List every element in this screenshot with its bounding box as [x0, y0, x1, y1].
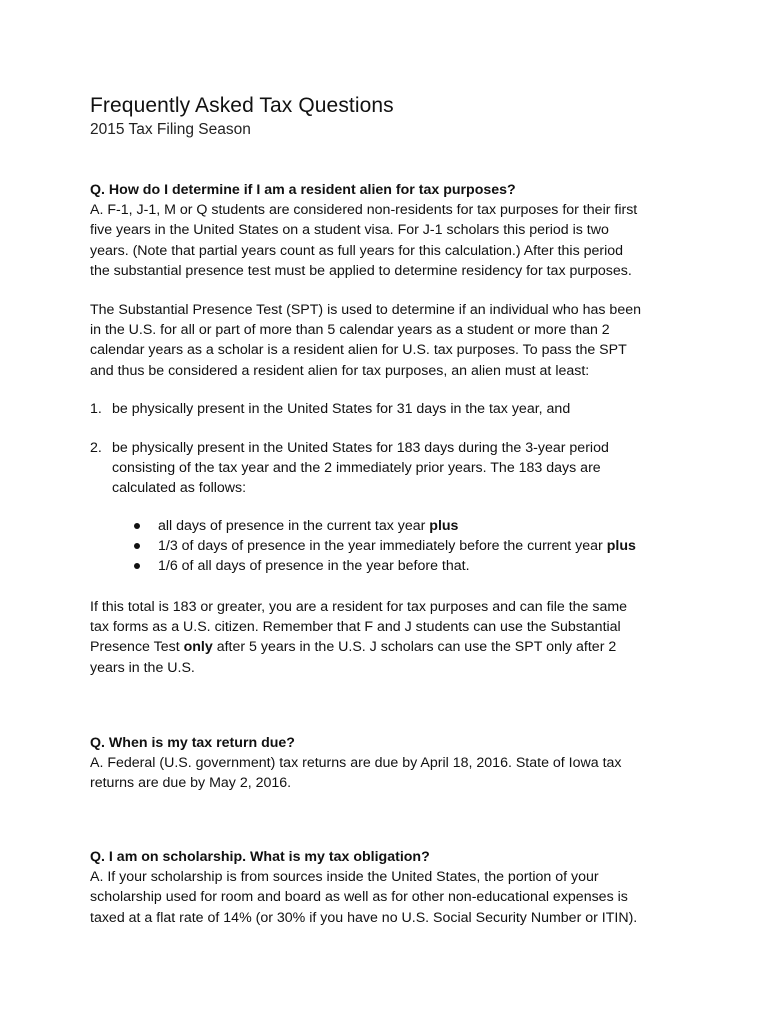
answer-line: A. If your scholarship is from sources inside the United States, the portion of your [90, 869, 599, 886]
bullet-text: 1/6 of all days of presence in the year before that. [158, 558, 470, 574]
bullet-emphasis: plus [429, 518, 459, 534]
closing-paragraph [90, 597, 690, 678]
paragraph-line: and thus be considered a resident alien for tax purposes, an alien must at least: [90, 362, 590, 379]
bullet-icon [134, 523, 140, 529]
list-item-line: be physically present in the United States for 31 days in the tax year, and [112, 401, 571, 417]
question-heading: Q. I am on scholarship. What is my tax obligation? [90, 849, 430, 865]
spt-paragraph [90, 300, 690, 381]
paragraph-line [90, 637, 690, 657]
answer-line: the substantial presence test must be applied to determine residency for tax purposes. [90, 262, 632, 279]
answer-line: A. F-1, J-1, M or Q students are considered non-residents for tax purposes for their first [90, 202, 638, 219]
document-subtitle: 2015 Tax Filing Season [90, 121, 251, 138]
bullet-item [134, 556, 694, 576]
paragraph-line: tax forms as a U.S. citizen. Remember that F and J students can use the Substantial [90, 619, 621, 636]
answer-line: A. Federal (U.S. government) tax returns are due by April 18, 2016. State of Iowa tax [90, 755, 622, 772]
answer-line: years. (Note that partial years count as full years for this calculation.) After this period [90, 242, 624, 259]
answer-line: five years in the United States on a student visa. For J-1 scholars this period is two [90, 222, 609, 239]
question-heading: Q. When is my tax return due? [90, 735, 295, 751]
text-segment: Presence Test [90, 639, 184, 656]
bullet-icon [134, 563, 140, 569]
list-item-line: consisting of the tax year and the 2 immediately prior years. The 183 days are [112, 460, 601, 477]
list-number: 2. [90, 440, 102, 456]
bullet-emphasis: plus [606, 538, 636, 554]
paragraph-line: in the U.S. for all or part of more than 5 calendar years as a student or more than 2 [90, 322, 610, 339]
list-number: 1. [90, 401, 102, 417]
bullet-item [134, 536, 694, 556]
bullet-icon [134, 543, 140, 549]
bullet-item [134, 516, 694, 536]
list-item-line: calculated as follows: [112, 480, 247, 497]
list-item-line: be physically present in the United States for 183 days during the 3-year period [112, 440, 609, 456]
text-segment: after 5 years in the U.S. J scholars can use the SPT only after 2 [212, 639, 617, 656]
paragraph-line: years in the U.S. [90, 659, 195, 676]
question-heading: Q. How do I determine if I am a resident alien for tax purposes? [90, 182, 516, 198]
answer-line: returns are due by May 2, 2016. [90, 775, 292, 792]
answer-line: scholarship used for room and board as well as for other non-educational expenses is [90, 889, 628, 906]
paragraph-line: If this total is 183 or greater, you are a resident for tax purposes and can file the same [90, 599, 628, 615]
emphasis-only: only [183, 639, 213, 656]
paragraph-line: The Substantial Presence Test (SPT) is used to determine if an individual who has been [90, 302, 641, 318]
answer-line: taxed at a flat rate of 14% (or 30% if you have no U.S. Social Security Number or ITIN). [90, 909, 638, 926]
bullet-text: all days of presence in the current tax year [158, 518, 430, 534]
faq-return-due [90, 733, 690, 794]
faq-resident-alien [90, 180, 690, 281]
bullet-text: 1/3 of days of presence in the year immediately before the current year [158, 538, 607, 554]
document-title: Frequently Asked Tax Questions [90, 94, 394, 117]
faq-scholarship [90, 847, 690, 928]
paragraph-line: calendar years as a scholar is a resident alien for U.S. tax purposes. To pass the SPT [90, 342, 627, 359]
